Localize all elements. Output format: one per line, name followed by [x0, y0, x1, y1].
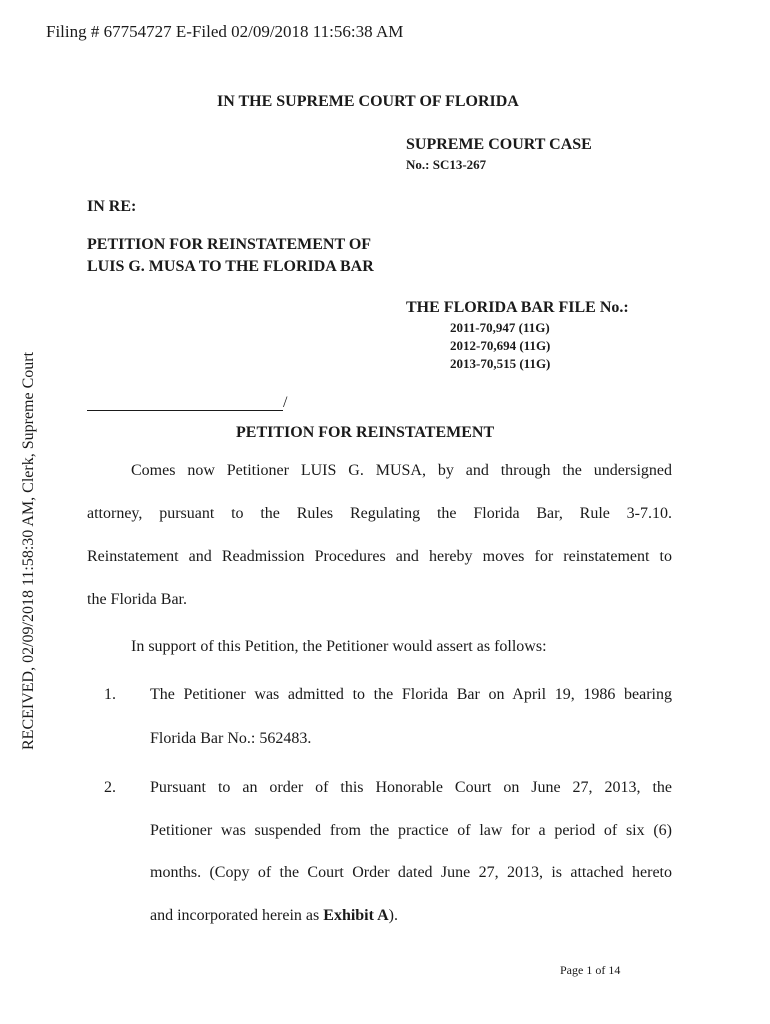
intro-line: attorney, pursuant to the Rules Regulating the Florida Bar, Rule 3-7.10. [87, 505, 672, 522]
item-line-final [150, 907, 398, 925]
support-statement: In support of this Petition, the Petitioner would assert as follows: [131, 638, 547, 655]
bar-file-label: THE FLORIDA BAR FILE No.: [406, 299, 629, 316]
intro-line: Comes now Petitioner LUIS G. MUSA, by and through the undersigned [131, 462, 672, 479]
signature-line [87, 396, 283, 411]
item-number: 1. [104, 686, 116, 703]
page-number: Page 1 of 14 [560, 963, 621, 977]
in-re-label: IN RE: [87, 198, 137, 215]
case-label: SUPREME COURT CASE [406, 136, 592, 153]
item-line: Florida Bar No.: 562483. [150, 730, 312, 747]
petition-caption-line2: LUIS G. MUSA TO THE FLORIDA BAR [87, 258, 374, 275]
item-text: and incorporated herein as [150, 907, 324, 924]
received-stamp: RECEIVED, 02/09/2018 11:58:30 AM, Clerk, Supreme Court [20, 351, 37, 750]
case-number: No.: SC13-267 [406, 157, 487, 172]
bar-file-number: 2013-70,515 (11G) [450, 356, 551, 371]
bar-file-number: 2012-70,694 (11G) [450, 338, 551, 353]
signature-slash: / [283, 394, 288, 411]
bar-file-number: 2011-70,947 (11G) [450, 320, 550, 335]
intro-line: Reinstatement and Readmission Procedures and hereby moves for reinstatement to [87, 548, 672, 565]
intro-line: the Florida Bar. [87, 591, 187, 608]
item-line: Petitioner was suspended from the practice of law for a period of six (6) [150, 822, 672, 839]
document-heading: PETITION FOR REINSTATEMENT [236, 424, 495, 441]
item-text: ). [388, 907, 398, 924]
petition-caption-line1: PETITION FOR REINSTATEMENT OF [87, 236, 372, 253]
filing-header: Filing # 67754727 E-Filed 02/09/2018 11:56:38 AM [46, 22, 404, 41]
court-title: IN THE SUPREME COURT OF FLORIDA [217, 93, 519, 110]
exhibit-reference: Exhibit A [323, 907, 389, 924]
item-line: months. (Copy of the Court Order dated June 27, 2013, is attached hereto [150, 864, 672, 881]
item-line: Pursuant to an order of this Honorable Court on June 27, 2013, the [150, 779, 672, 796]
item-line: The Petitioner was admitted to the Florida Bar on April 19, 1986 bearing [150, 686, 672, 703]
item-number: 2. [104, 779, 116, 796]
